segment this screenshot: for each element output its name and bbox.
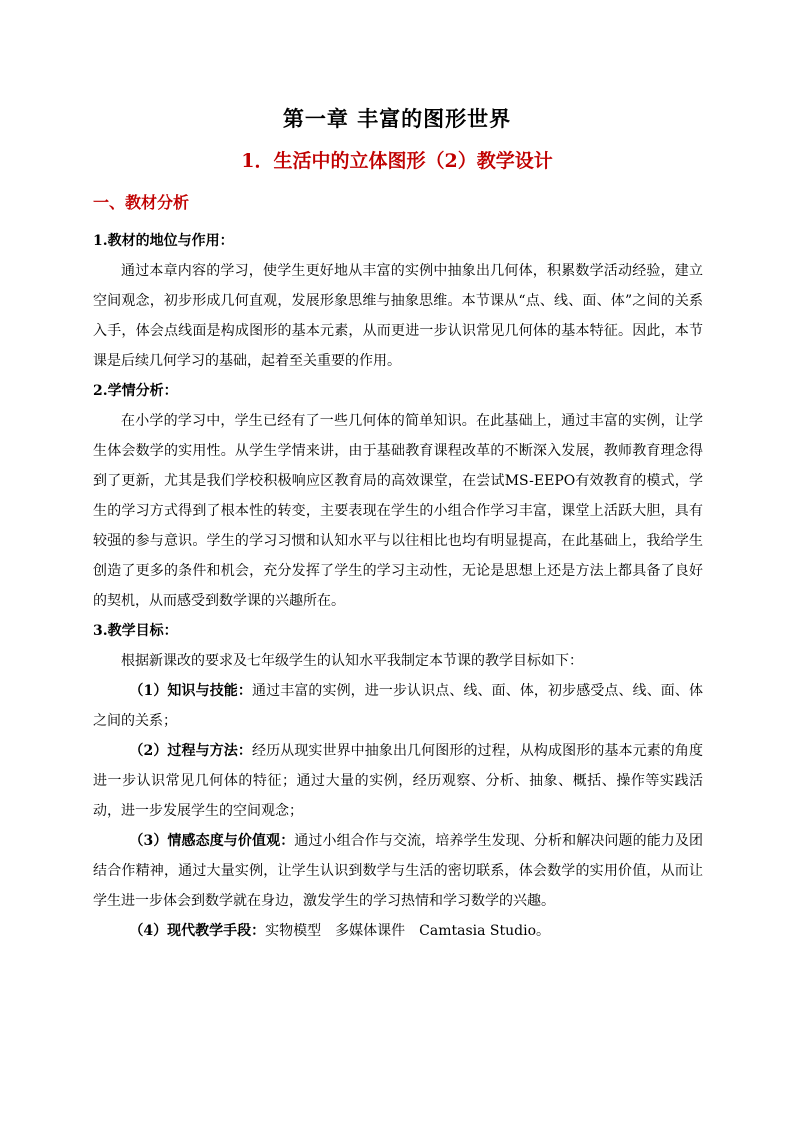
- goal-label: （1）知识与技能：: [129, 683, 252, 699]
- goal-item-attitude: [93, 826, 703, 916]
- paragraph-goals-intro: 根据新课改的要求及七年级学生的认知水平我制定本节课的教学目标如下：: [121, 653, 583, 669]
- subsection-heading-goals: 3.教学目标：: [93, 623, 178, 639]
- document-body: [93, 226, 703, 946]
- goal-item-tools: [93, 916, 703, 946]
- goal-text: 通过小组合作与交流，培养学生发现、分析和解决问题的能力及团结合作精神，通过大量实例，让学生认识到数学与生活的密切联系，体会数学的实用价值，从而让学生进一步体会到数学就在身边，激发学生的学习热情和学习数学的兴趣。: [93, 833, 703, 909]
- part-heading-textbook-analysis: 一、教材分析: [93, 193, 190, 212]
- subsection-heading-student-analysis: 2.学情分析：: [93, 383, 178, 399]
- goal-text: 经历从现实世界中抽象出几何图形的过程，从构成图形的基本元素的角度进一步认识常见几何体的特征；通过大量的实例，经历观察、分析、抽象、概括、操作等实践活动，进一步发展学生的空间观念；: [93, 743, 703, 819]
- section-title: 1．生活中的立体图形（2）教学设计: [241, 150, 553, 172]
- paragraph-role: 通过本章内容的学习，使学生更好地从丰富的实例中抽象出几何体，积累数学活动经验，建立空间观念，初步形成几何直观，发展形象思维与抽象思维。本节课从“点、线、面、体”之间的关系入手，体会点线面是构成图形的基本元素，从而更进一步认识常见几何体的基本特征。因此，本节课是后续几何学习的基础，起着至关重要的作用。: [93, 263, 703, 369]
- tool-item: 实物模型: [265, 923, 322, 939]
- goal-item-process: [93, 736, 703, 826]
- tool-item: 多媒体课件: [335, 923, 406, 939]
- chapter-title: 第一章 丰富的图形世界: [282, 106, 512, 131]
- tool-item: Camtasia Studio。: [419, 923, 551, 939]
- goal-label: （2）过程与方法：: [129, 743, 252, 759]
- paragraph-student-analysis: 在小学的学习中，学生已经有了一些几何体的简单知识。在此基础上，通过丰富的实例，让学生体会数学的实用性。从学生学情来讲，由于基础教育课程改革的不断深入发展，教师教育理念得到了更新，尤其是我们学校积极响应区教育局的高效课堂，在尝试MS-EEPO有效教育的模式，学生的学习方式得到了根本性的转变，主要表现在学生的小组合作学习丰富，课堂上活跃大胆，具有较强的参与意识。学生的学习习惯和认知水平与以往相比也均有明显提高，在此基础上，我给学生创造了更多的条件和机会，充分发挥了学生的学习主动性，无论是思想上还是方法上都具备了良好的契机，从而感受到数学课的兴趣所在。: [93, 413, 703, 609]
- tools-label: （4）现代教学手段：: [129, 923, 266, 939]
- goal-text: 通过丰富的实例，进一步认识点、线、面、体，初步感受点、线、面、体之间的关系；: [93, 683, 703, 729]
- goal-label: （3）情感态度与价值观：: [129, 833, 295, 849]
- goal-item-knowledge: [93, 676, 703, 736]
- subsection-heading-role: 1.教材的地位与作用：: [93, 233, 234, 249]
